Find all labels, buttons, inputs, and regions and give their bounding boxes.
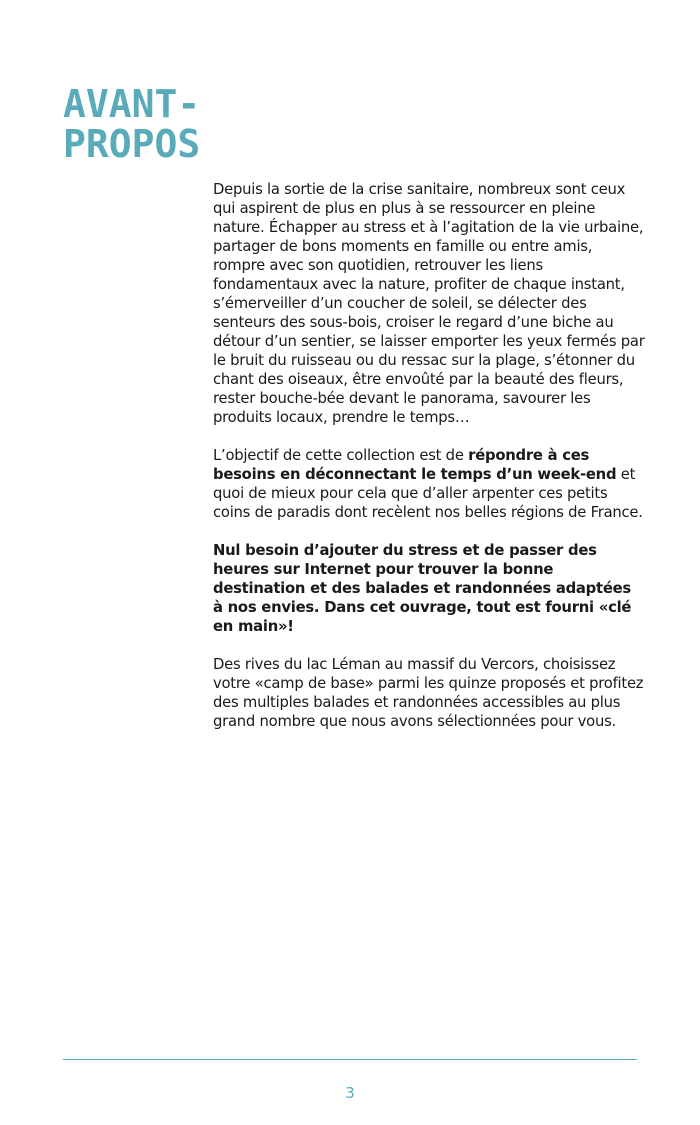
paragraph-3-bold: Nul besoin d’ajouter du stress et de passer des heures sur Internet pour trouver la bonne destination et des balades et randonnées adaptées à nos envies. Dans cet ouvrage, tout est fourni «clé en main»! xyxy=(213,542,632,635)
paragraph-1: Depuis la sortie de la crise sanitaire, nombreux sont ceux qui aspirent de plus en plus à se ressourcer en pleine nature. Échapper au stress et à l’agitation de la vie urbaine, partager de bons moments en famille ou entre amis, rompre avec son quotidien, retrouver les liens fondamentaux avec la nature, profiter de chaque instant, s’émerveiller d’un coucher de soleil, se délecter des senteurs des sous-bois, croiser le regard d’une biche au détour d’un sentier, se laisser emporter les yeux fermés par le bruit du ruisseau ou du ressac sur la plage, s’étonner du chant des oiseaux, être envoûté par la beauté des fleurs, rester bouche-bée devant le panorama, savourer les produits locaux, prendre le temps… xyxy=(213,181,645,426)
paragraph-2-intro: L’objectif de cette collection est de xyxy=(213,447,469,464)
title-line-2: PROPOS xyxy=(63,122,201,166)
paragraph-2 xyxy=(213,446,645,522)
page-number: 3 xyxy=(345,1084,355,1102)
paragraph-4: Des rives du lac Léman au massif du Vercors, choisissez votre «camp de base» parmi les quinze proposés et profitez des multiples balades et randonnées accessibles au plus grand nombre que nous avons sélectionnées pour vous. xyxy=(213,656,644,730)
footer-divider xyxy=(63,1059,637,1060)
page-title xyxy=(63,84,200,164)
paragraph-2-end: et quoi de mieux pour cela que d’aller arpenter ces petits coins de paradis dont recèlent nos belles régions de France. xyxy=(213,466,643,521)
title-line-1: AVANT- xyxy=(63,82,201,126)
paragraph-3 xyxy=(213,541,645,636)
paragraph-2-emphasis: répondre à ces besoins en déconnectant le temps d’un week-end xyxy=(213,447,617,483)
foreword-body xyxy=(213,180,645,750)
